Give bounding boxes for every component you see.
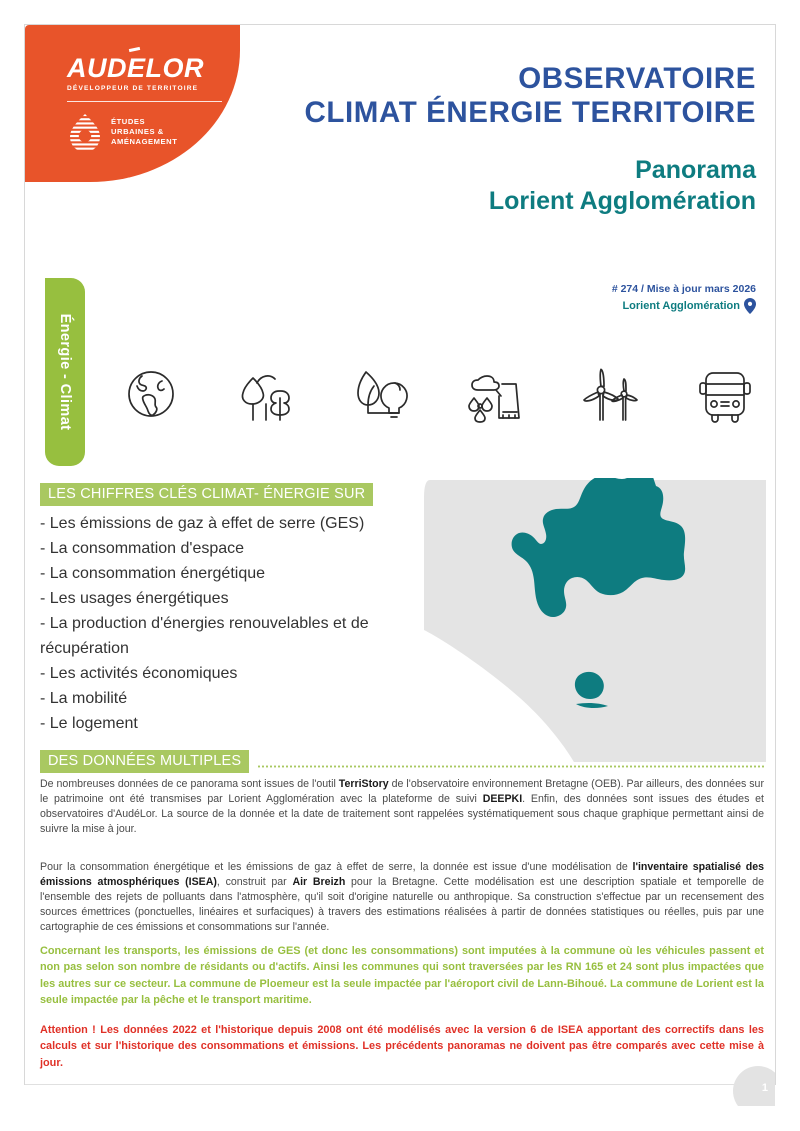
factory-icon — [456, 362, 534, 426]
issue-info — [612, 283, 756, 314]
paragraph-data-sources: De nombreuses données de ce panorama sont issues de l'outil TerriStory de l'observatoire environnement Bretagne (OEB). Par ailleurs, des données sur le patrimoine ont été transmises par Lorient Agglomération avec la plateforme de suivi DEEPKI. Enfin, des données sont issues des études et observatoires d'AudéLor. La source de la donnée et la date de traitement sont rappelées systématiquement sous chaque graphique permettant ainsi de suivre la mise à jour. — [40, 778, 764, 836]
list-item: - Les activités économiques — [40, 664, 238, 682]
page-title — [304, 62, 756, 129]
list-item: - La production d'énergies renouvelables et de récupération — [40, 614, 369, 657]
title-line-1: OBSERVATOIRE — [518, 62, 756, 95]
bus-icon — [686, 362, 764, 426]
key-figures-heading: LES CHIFFRES CLÉS CLIMAT- ÉNERGIE SUR — [40, 483, 373, 506]
sidebar-tab-label: Énergie - Climat — [57, 313, 73, 431]
etudes-urbaines-label — [111, 117, 177, 147]
audelor-logo-text: AUDELOR — [67, 53, 205, 83]
subtitle-line-1: Panorama — [635, 156, 756, 184]
trees-icon — [227, 362, 305, 426]
issue-location — [612, 298, 756, 314]
footer-divider — [25, 1084, 752, 1085]
title-line-2: CLIMAT ÉNERGIE TERRITOIRE — [304, 95, 756, 129]
etudes-urbaines-logo — [67, 112, 237, 152]
list-item: - La consommation énergétique — [40, 564, 266, 582]
wind-turbine-icon — [571, 362, 649, 426]
theme-icon-strip — [112, 358, 764, 430]
lorient-agglomeration-map — [424, 478, 766, 762]
page-number: 1 — [761, 1082, 768, 1094]
globe-icon — [112, 362, 190, 426]
eua-line-1: ÉTUDES — [111, 116, 146, 126]
paragraph-transport-note: Concernant les transports, les émissions de GES (et donc les consommations) sont imputées à la commune où les véhicules passent et non pas selon son nombre de résidants ou d'actifs. Ainsi les communes qui sont traversées par les RN 165 et 24 sont plus impactées que les autres sur ce secteur. La commune de Ploemeur est la seule impactée par l'aéroport civil de Lann-Bihoué. La commune de Lorient est la seule impactée par la pêche et le transport maritime. — [40, 945, 764, 1007]
paragraph-isea-model: Pour la consommation énergétique et les émissions de gaz à effet de serre, la donnée est issue d'une modélisation de l'inventaire spatialisé des émissions atmosphériques (ISEA), construit par Air Breizh pour la Bretagne. Cette modélisation est une description spatiale et temporelle de l'ensemble des rejets de polluants dans l'atmosphère, qu'il soit d'origine naturelle ou anthropique. Sa construction s'effectue par un recensement des sources émettrices (ponctuelles, linéaires et surfaciques) à travers des estimations réalisées à partir de données statistiques ou réelles, puis par une cartographie de ces émissions et consommations sur l'année. — [40, 861, 765, 934]
key-figures-list — [40, 512, 415, 737]
issue-location-label: Lorient Agglomération — [622, 300, 740, 312]
data-section-header — [40, 750, 764, 773]
audelor-logo — [67, 55, 237, 152]
eua-line-3: AMÉNAGEMENT — [111, 137, 178, 146]
list-item: - Les émissions de gaz à effet de serre (GES) — [40, 515, 365, 532]
audelor-logo-tagline: DÉVELOPPEUR DE TERRITOIRE — [67, 85, 199, 92]
list-item: - Le logement — [40, 714, 138, 732]
subtitle-line-2: Lorient Agglomération — [488, 187, 756, 216]
map-pin-icon — [744, 298, 756, 314]
page-number-badge — [733, 1064, 775, 1106]
list-item: - La consommation d'espace — [40, 539, 245, 557]
logo-divider — [67, 101, 222, 102]
list-item: - La mobilité — [40, 689, 128, 707]
data-section-heading: DES DONNÉES MULTIPLES — [40, 750, 249, 773]
paragraph-attention-warning: Attention ! Les données 2022 et l'historique depuis 2008 ont été modélisés avec la version 6 de ISEA apportant des correctifs dans les calculs et sur l'historique des consommations et émissions. Les précédents panoramas ne doivent pas être comparés avec cette mise à jour. — [40, 1024, 764, 1069]
list-item: - Les usages énergétiques — [40, 589, 229, 607]
sidebar-tab-energie-climat[interactable] — [45, 278, 85, 466]
leaf-bulb-icon — [342, 362, 420, 426]
eua-line-2: URBAINES & — [111, 126, 164, 136]
page-number-shape — [733, 1066, 775, 1106]
issue-number-date: # 274 / Mise à jour mars 2026 — [611, 283, 756, 295]
droplet-ring-icon — [67, 112, 103, 152]
dotted-divider — [257, 765, 764, 768]
key-figures-section — [40, 483, 415, 737]
page-subtitle — [489, 155, 756, 218]
